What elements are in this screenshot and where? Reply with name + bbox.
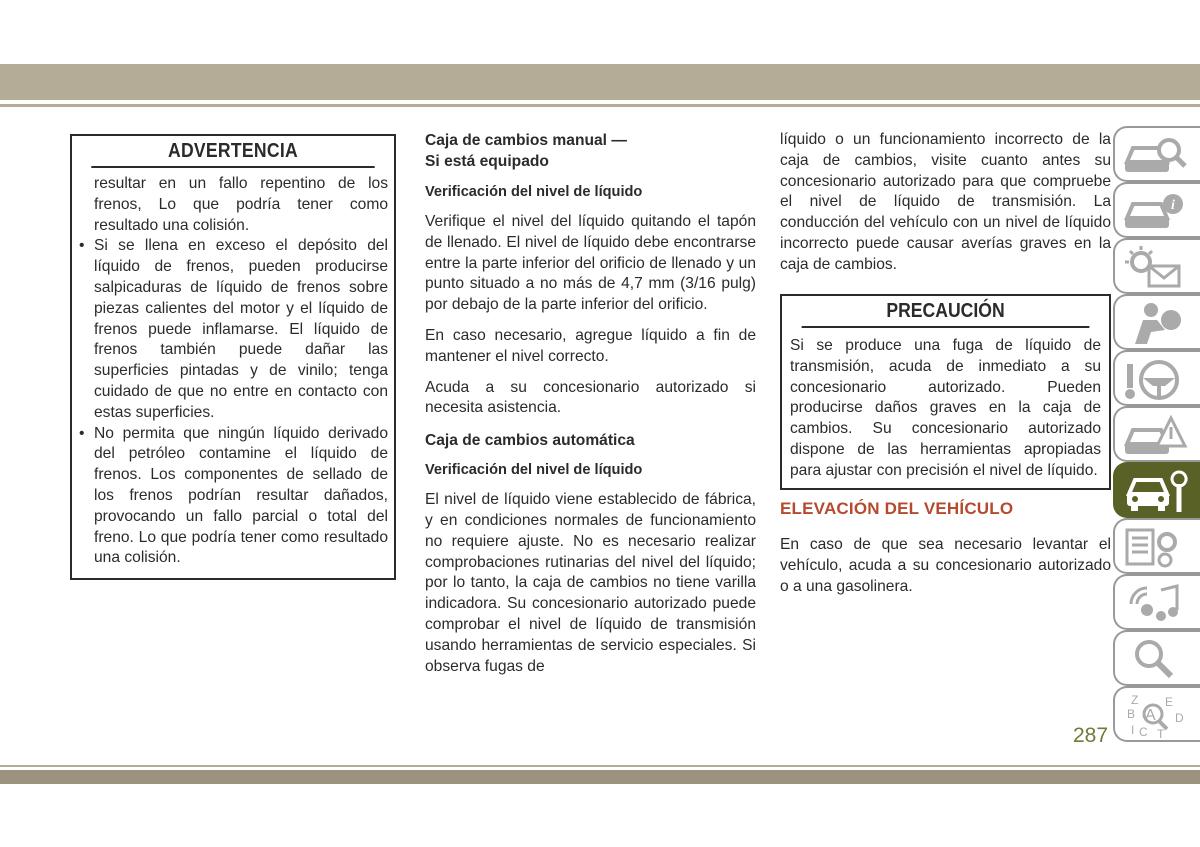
- tab-specifications[interactable]: [1113, 518, 1200, 574]
- footer-band: [0, 770, 1200, 784]
- svg-text:i: i: [1171, 198, 1175, 213]
- index-letter: Z: [1131, 693, 1139, 707]
- tab-car-hazard[interactable]: [1113, 406, 1200, 462]
- steering-wheel-icon: [1121, 356, 1191, 404]
- tab-warning-lights[interactable]: [1113, 238, 1200, 294]
- specifications-icon: [1121, 524, 1191, 572]
- manual-heading-line1: Caja de cambios manual —: [425, 132, 627, 149]
- lift-text: En caso de que sea necesario levantar el vehículo, acuda a su concesionario autorizado o a una gasolinera.: [780, 536, 1111, 595]
- airbag-person-icon: [1121, 300, 1191, 348]
- warning-bullet: • Si se llena en exceso el depósito del líquido de frenos, pueden producirse salpicaduras de líquido de frenos sobre piezas calientes del motor y el líquido de frenos puede inflamarse. El líquido de frenos también puede dañar las superficies pintadas y de vinilo; tenga cuidado de que no entre en contacto con estas superficies.: [94, 236, 388, 423]
- tab-car-info[interactable]: [1113, 182, 1200, 238]
- lift-heading: ELEVACIÓN DEL VEHÍCULO: [780, 499, 1014, 518]
- tab-car-service[interactable]: [1113, 462, 1200, 518]
- warning-intro: resultar en un fallo repentino de los frenos, Lo que podría tener como resultado una colisión.: [94, 175, 388, 234]
- header-band: [0, 64, 1200, 100]
- warning-bullet: • No permita que ningún líquido derivado del petróleo contamine el líquido de frenos. Los componentes de sellado de los frenos podrían resultar dañados, provocando un fallo parcial o total del freno. Lo que podría tener como resultado una colisión.: [94, 424, 388, 570]
- automatic-heading: Caja de cambios automática: [425, 432, 635, 450]
- caution-box: [780, 294, 1111, 490]
- continuation-paragraph: líquido o un funcionamiento incorrecto de la caja de cambios, visite cuanto antes su concesionario autorizado para que compruebe el nivel de líquido de transmisión. La conducción del vehículo con un nivel de líquido incorrecto puede causar averías graves en la caja de cambios.: [780, 131, 1111, 273]
- index-letter: D: [1175, 711, 1184, 725]
- manual-paragraph-2: En caso necesario, agregue líquido a fin de mantener el nivel correcto.: [425, 326, 756, 365]
- tab-airbag[interactable]: [1113, 294, 1200, 350]
- tab-language-index[interactable]: [1113, 686, 1200, 742]
- tab-steering[interactable]: [1113, 350, 1200, 406]
- column-continuation: [780, 130, 1111, 276]
- column-manual-automatic: [425, 130, 756, 677]
- caution-body: [782, 328, 1109, 482]
- car-hazard-icon: [1121, 412, 1191, 460]
- manual-paragraph-3: Acuda a su concesionario autorizado si necesita asistencia.: [425, 378, 756, 417]
- warning-lights-icon: [1121, 244, 1191, 292]
- footer-rule: [0, 765, 1200, 767]
- index-letter: I: [1131, 723, 1135, 737]
- tab-multimedia[interactable]: [1113, 574, 1200, 630]
- search-index-icon: [1121, 636, 1191, 684]
- tab-search[interactable]: [1113, 630, 1200, 686]
- page-number: 287: [1073, 724, 1109, 747]
- index-letter: C: [1139, 725, 1148, 739]
- index-letter: B: [1127, 707, 1136, 721]
- caution-text: Si se produce una fuga de líquido de transmisión, acuda de inmediato a su concesionario autorizado. Pueden producirse daños graves en la caja de cambios. Su concesionario autorizado dispone de las herramientas apropiadas para ajustar con precisión el nivel de líquido.: [790, 337, 1101, 479]
- automatic-subheading: Verificación del nivel de líquido: [425, 462, 643, 479]
- manual-paragraph-1: Verifique el nivel del líquido quitando el tapón de llenado. El nivel de líquido debe encontrarse entre la parte inferior del orificio de llenado y un punto situado a no más de 4,7 mm (3/16 pulg) por debajo de la parte inferior del orificio.: [425, 213, 756, 314]
- automatic-paragraph-1: El nivel de líquido viene establecido de fábrica, y en condiciones normales de funcionamiento no requiere ajuste. No es necesario realizar comprobaciones rutinarias del nivel del líquido; por lo tanto, la caja de cambios no tiene varilla indicadora. Su concesionario autorizado puede comprobar el nivel de líquido de transmisión usando herramientas de servicio especiales. Si observa fugas de: [425, 491, 756, 675]
- manual-heading-line2: Si está equipado: [425, 153, 549, 170]
- language-index-icon: [1121, 692, 1191, 744]
- car-info-icon: [1121, 188, 1191, 236]
- warning-body: [72, 168, 394, 569]
- multimedia-icon: [1121, 580, 1191, 628]
- header-rule: [0, 104, 1200, 107]
- lift-section: [780, 535, 1111, 597]
- manual-subheading: Verificación del nivel de líquido: [425, 184, 643, 200]
- car-search-icon: [1121, 132, 1191, 180]
- car-service-icon: [1121, 468, 1191, 516]
- warning-title: ADVERTENCIA: [91, 136, 374, 168]
- index-letter: T: [1157, 727, 1165, 741]
- index-letter: A: [1145, 707, 1156, 724]
- warning-box: [70, 134, 396, 580]
- index-letter: E: [1165, 695, 1174, 709]
- warning-list: [94, 236, 388, 569]
- caution-title: PRECAUCIÓN: [802, 296, 1090, 328]
- tab-car-search[interactable]: [1113, 126, 1200, 182]
